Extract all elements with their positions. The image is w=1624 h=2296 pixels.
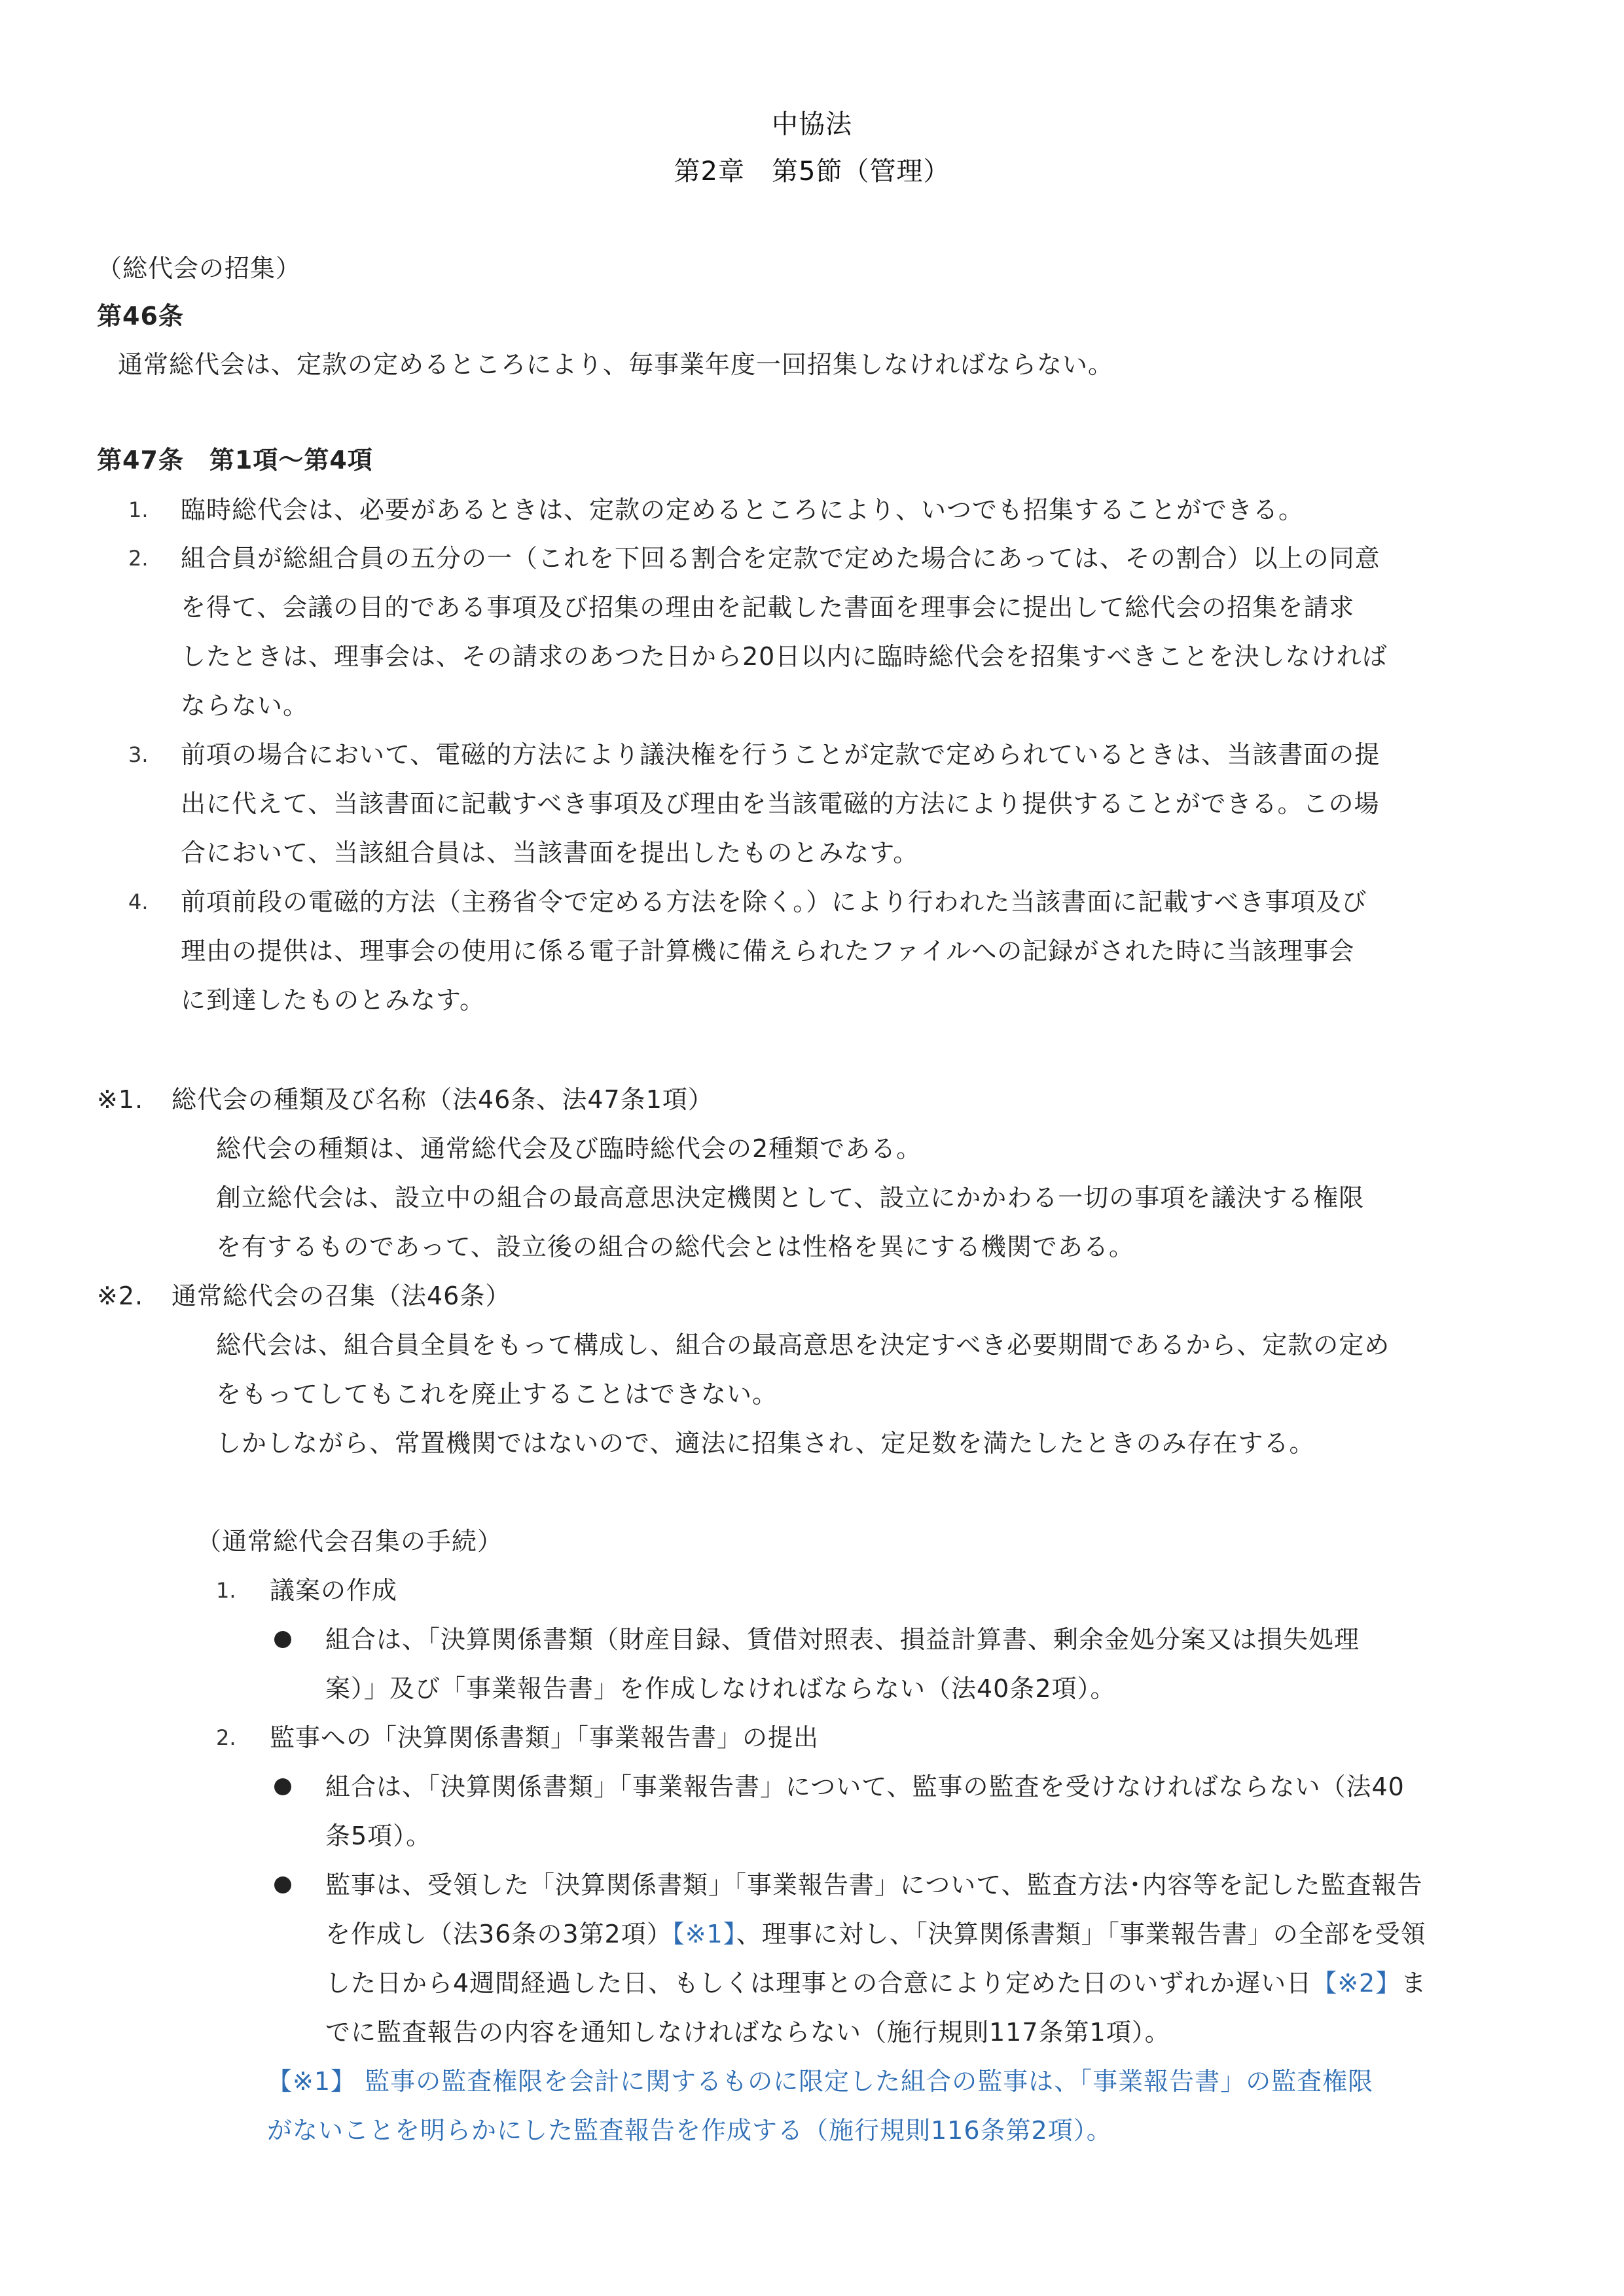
item-line: を得て、会議の目的である事項及び招集の理由を記載した書面を理事会に提出して総代会の招集を請求 — [181, 593, 1355, 622]
note-line: 創立総代会は、設立中の組合の最高意思決定機関として、設立にかかわる一切の事項を議決する権限 — [216, 1183, 1365, 1212]
bullet-icon — [274, 1631, 291, 1648]
step-number: 1. — [216, 1578, 236, 1603]
note-line: しかしながら、常置機関ではないので、適法に招集され、定足数を満たしたときのみ存在する。 — [216, 1429, 1315, 1458]
note-title: 通常総代会の召集（法46条） — [171, 1282, 511, 1310]
note-line: をもってしてもこれを廃止することはできない。 — [216, 1380, 778, 1408]
note-line: 総代会の種類は、通常総代会及び臨時総代会の2種類である。 — [216, 1134, 922, 1163]
art46-caption: （総代会の招集） — [97, 254, 302, 283]
item-line: に到達したものとみなす。 — [181, 986, 485, 1014]
bullet-line — [325, 1918, 1426, 1950]
bullet-line: 監事は、受領した「決算関係書類」「事業報告書」について、監査方法･内容等を記した監査報告 — [325, 1871, 1423, 1899]
item-number: 1. — [128, 497, 149, 522]
note-line: を有するものであって、設立後の組合の総代会とは性格を異にする機関である。 — [216, 1232, 1134, 1261]
text-segment: 、理事に対し、「決算関係書類」「事業報告書」の全部を受領 — [736, 1920, 1426, 1948]
item-number: 4. — [128, 889, 149, 914]
note-mark: ※1. — [97, 1085, 144, 1114]
footnote-line: がないことを明らかにした監査報告を作成する（施行規則116条第2項）。 — [267, 2116, 1112, 2145]
item-line: 組合員が総組合員の五分の一（これを下回る割合を定款で定めた場合にあっては、その割合）以上の同意 — [181, 544, 1380, 573]
item-line: 前項の場合において、電磁的方法により議決権を行うことが定款で定められているときは、当該書面の提 — [181, 740, 1380, 769]
bullet-line — [325, 1967, 1426, 2000]
item-line: 理由の提供は、理事会の使用に係る電子計算機に備えられたファイルへの記録がされた時に当該理事会 — [181, 937, 1355, 965]
item-number: 2. — [128, 546, 149, 571]
item-line: 出に代えて、当該書面に記載すべき事項及び理由を当該電磁的方法により提供することができる。この場 — [181, 789, 1380, 818]
step-number: 2. — [216, 1725, 236, 1750]
step-title: 監事への「決算関係書類」「事業報告書」の提出 — [270, 1723, 820, 1752]
footnote-ref-2[interactable]: 【※2】 — [1312, 1969, 1401, 1998]
item-line: ならない。 — [181, 691, 309, 720]
bullet-line: 組合は、「決算関係書類」「事業報告書」について、監事の監査を受けなければならない（法40 — [325, 1772, 1405, 1801]
bullet-line: 案）」及び「事業報告書」を作成しなければならない（法40条2項）。 — [325, 1674, 1116, 1703]
document-title: 中協法 — [772, 109, 852, 139]
text-segment: した日から4週間経過した日、もしくは理事との合意により定めた日のいずれか遅い日 — [325, 1969, 1312, 1998]
art46-body: 通常総代会は、定款の定めるところにより、毎事業年度一回招集しなければならない。 — [118, 350, 1114, 379]
note-title: 総代会の種類及び名称（法46条、法47条1項） — [171, 1085, 713, 1114]
art46-heading: 第46条 — [97, 302, 184, 331]
item-line: 前項前段の電磁的方法（主務省令で定める方法を除く。）により行われた当該書面に記載すべき事項及び — [181, 888, 1367, 916]
note-line: 総代会は、組合員全員をもって構成し、組合の最高意思を決定すべき必要期間であるから、定款の定め — [216, 1331, 1390, 1359]
bullet-icon — [274, 1778, 291, 1795]
bullet-icon — [274, 1876, 291, 1893]
document-subtitle: 第2章 第5節（管理） — [674, 156, 950, 187]
footnote-ref-1[interactable]: 【※1】 — [672, 1920, 736, 1948]
item-number: 3. — [128, 742, 149, 767]
bullet-line: 条5項）。 — [325, 1821, 432, 1850]
bullet-line: でに監査報告の内容を通知しなければならない（施行規則117条第1項）。 — [325, 2018, 1170, 2047]
art47-heading: 第47条 第1項～第4項 — [97, 446, 373, 475]
text-segment: ま — [1401, 1969, 1427, 1998]
text-segment: を作成し（法36条の3第2項） — [325, 1920, 672, 1948]
procedure-caption: （通常総代会召集の手続） — [196, 1527, 503, 1556]
step-title: 議案の作成 — [270, 1576, 398, 1605]
item-line: したときは、理事会は、その請求のあつた日から20日以内に臨時総代会を招集すべきことを決しなければ — [181, 642, 1388, 671]
note-mark: ※2. — [97, 1282, 144, 1310]
bullet-line: 組合は、「決算関係書類（財産目録、賃借対照表、損益計算書、剰余金処分案又は損失処理 — [325, 1625, 1360, 1654]
item-line: 臨時総代会は、必要があるときは、定款の定めるところにより、いつでも招集することができる。 — [181, 495, 1305, 524]
item-line: 合において、当該組合員は、当該書面を提出したものとみなす。 — [181, 838, 919, 867]
footnote-line: 【※1】 監事の監査権限を会計に関するものに限定した組合の監事は、「事業報告書」の監査権限 — [267, 2067, 1374, 2096]
